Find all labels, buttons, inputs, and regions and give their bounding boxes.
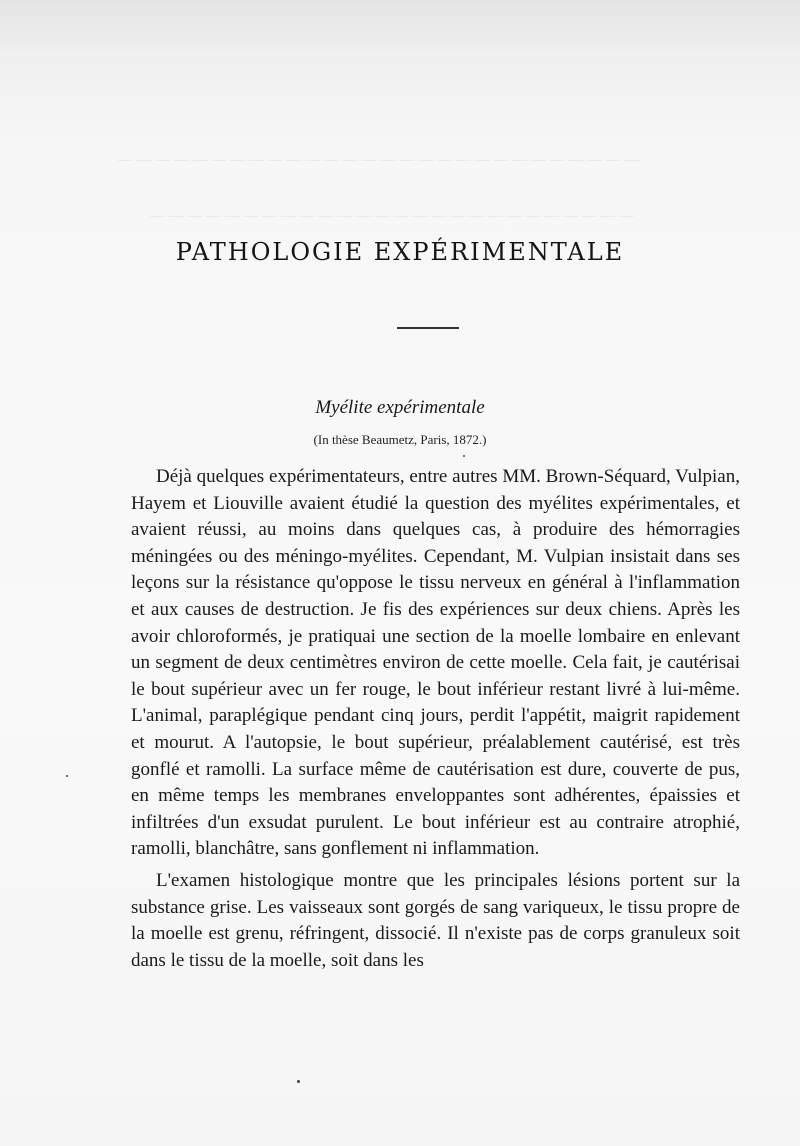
ink-speck bbox=[66, 775, 68, 777]
body-text bbox=[131, 464, 740, 974]
paragraph: Déjà quelques expérimentateurs, entre autres MM. Brown-Séquard, Vulpian, Hayem et Liouville avaient étudié la question des myélites expérimentales, et avaient réussi, au moins dans quelques cas, à produire des hémorragies méningées ou des méningo-myélites. Cependant, M. Vulpian insistait dans ses leçons sur la résistance qu'oppose le tissu nerveux en général à l'inflammation et aux causes de destruction. Je fis des expériences sur deux chiens. Après les avoir chloroformés, je pratiquai une section de la moelle lombaire en enlevant un segment de deux centimètres environ de cette moelle. Cela fait, je cautérisai le bout supérieur avec un fer rouge, le bout inférieur restant livré à lui-même. L'animal, paraplégique pendant cinq jours, perdit l'appétit, maigrit rapidement et mourut. A l'autopsie, le bout supérieur, préalablement cautérisé, est très gonflé et ramolli. La surface même de cautérisation est dure, couverte de pus, en même temps les membranes enveloppantes sont adhérentes, épaissies et infiltrées d'un exsudat purulent. Le bout inférieur est au contraire atrophié, ramolli, blanchâtre, sans gonflement ni inflammation. bbox=[131, 466, 740, 860]
paragraph: L'examen histologique montre que les principales lésions portent sur la substance grise. Les vaisseaux sont gorgés de sang variqueux, le tissu propre de la moelle est grenu, réfringent, dissocié. Il n'existe pas de corps granuleux soit dans le tissu de la moelle, soit dans les bbox=[131, 869, 740, 971]
page-title: PATHOLOGIE EXPÉRIMENTALE bbox=[175, 238, 625, 266]
bleed-through-text: — — — — — — — — — — — — — — — — — — — — — — — — — — bbox=[150, 208, 634, 224]
ink-speck bbox=[297, 1080, 300, 1083]
citation: (In thèse Beaumetz, Paris, 1872.) bbox=[313, 432, 487, 447]
ink-speck bbox=[463, 455, 465, 457]
section-title: Myélite expérimentale bbox=[315, 397, 485, 418]
bleed-through-text: — — — — — — — — — — — — — — — — — — — — — — — — — — — — bbox=[118, 152, 640, 168]
title-divider bbox=[397, 327, 459, 329]
